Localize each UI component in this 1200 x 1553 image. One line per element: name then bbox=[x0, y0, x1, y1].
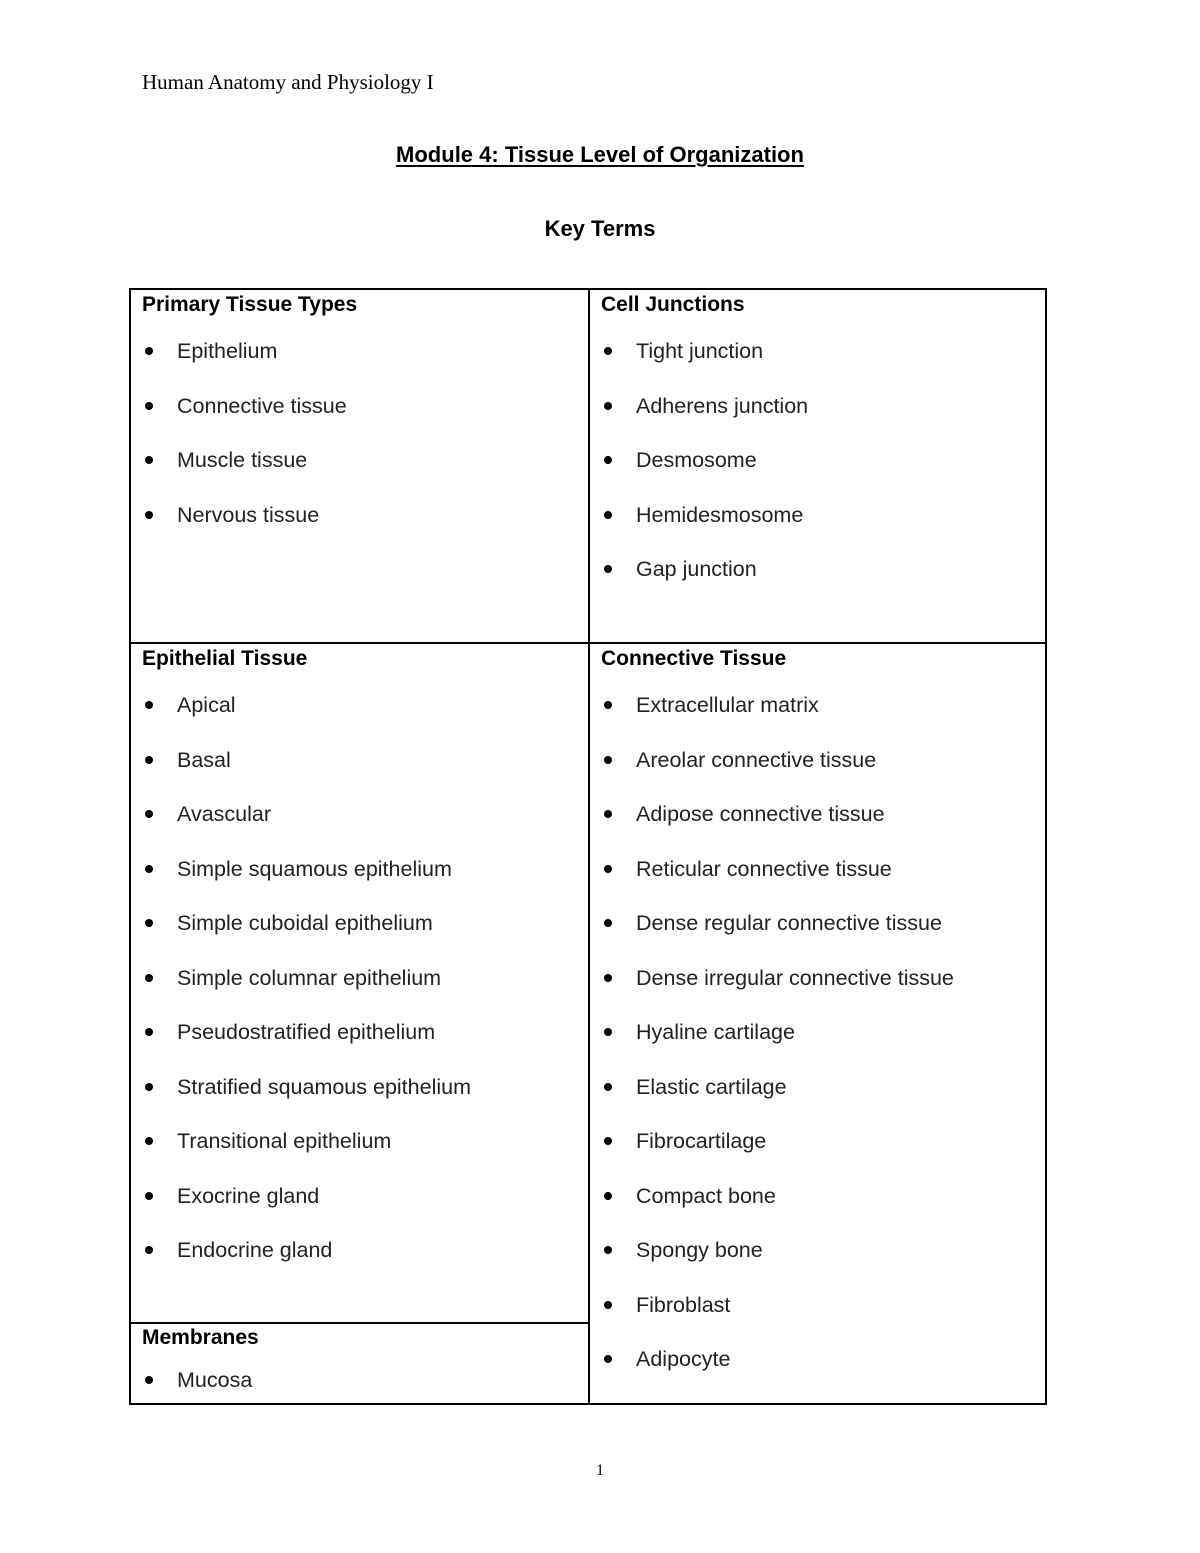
list-item bbox=[142, 1360, 588, 1403]
key-terms-table bbox=[129, 288, 1047, 1405]
cell-primary-tissue-types bbox=[131, 290, 588, 642]
bullet-icon bbox=[145, 1376, 153, 1384]
term-label: Adherens junction bbox=[636, 393, 809, 418]
bullet-icon bbox=[145, 974, 153, 982]
bullet-icon bbox=[145, 1137, 153, 1145]
term-label: Epithelium bbox=[177, 339, 278, 363]
list-item bbox=[601, 495, 1045, 550]
term-label: Fibrocartilage bbox=[636, 1129, 767, 1153]
bullet-icon bbox=[604, 1028, 612, 1036]
term-label: Hemidesmosome bbox=[636, 502, 804, 527]
term-label: Muscle tissue bbox=[177, 448, 308, 472]
list-item bbox=[601, 740, 1045, 795]
list-item bbox=[142, 740, 588, 795]
bullet-icon bbox=[604, 919, 612, 927]
bullet-icon bbox=[145, 347, 153, 355]
term-label: Pseudostratified epithelium bbox=[177, 1020, 436, 1044]
term-label: Elastic cartilage bbox=[636, 1074, 787, 1099]
term-label: Adipose connective tissue bbox=[636, 802, 885, 826]
bullet-icon bbox=[604, 810, 612, 818]
bullet-icon bbox=[604, 1137, 612, 1145]
term-label: Simple columnar epithelium bbox=[177, 965, 442, 990]
list-item bbox=[601, 794, 1045, 849]
section-heading: Epithelial Tissue bbox=[142, 647, 308, 670]
term-label: Endocrine gland bbox=[177, 1238, 333, 1262]
bullet-icon bbox=[145, 919, 153, 927]
bullet-icon bbox=[145, 701, 153, 709]
section-heading: Cell Junctions bbox=[601, 293, 745, 316]
bullet-icon bbox=[604, 565, 612, 573]
list-item bbox=[601, 549, 1045, 604]
document-subtitle: Key Terms bbox=[544, 216, 656, 241]
page-number: 1 bbox=[596, 1462, 604, 1479]
term-label: Transitional epithelium bbox=[177, 1129, 392, 1153]
bullet-icon bbox=[604, 456, 612, 464]
term-label: Tight junction bbox=[636, 339, 764, 363]
list-item bbox=[601, 1067, 1045, 1122]
bullet-icon bbox=[145, 756, 153, 764]
bullet-icon bbox=[145, 1028, 153, 1036]
list-item bbox=[142, 685, 588, 740]
list-item bbox=[142, 386, 588, 441]
bullet-icon bbox=[145, 1246, 153, 1254]
term-label: Adipocyte bbox=[636, 1347, 731, 1371]
document-title: Module 4: Tissue Level of Organization bbox=[396, 142, 804, 167]
list-item bbox=[601, 1339, 1045, 1394]
list-item bbox=[142, 440, 588, 495]
list-item bbox=[142, 331, 588, 386]
running-head: Human Anatomy and Physiology I bbox=[142, 70, 434, 94]
bullet-icon bbox=[604, 865, 612, 873]
term-label: Compact bone bbox=[636, 1183, 776, 1208]
bullet-icon bbox=[145, 456, 153, 464]
bullet-icon bbox=[604, 1192, 612, 1200]
bullet-icon bbox=[145, 511, 153, 519]
list-item bbox=[601, 440, 1045, 495]
list-item bbox=[142, 1176, 588, 1231]
list-item bbox=[142, 958, 588, 1013]
bullet-icon bbox=[604, 402, 612, 410]
term-label: Mucosa bbox=[177, 1368, 253, 1392]
bullet-icon bbox=[604, 511, 612, 519]
list-item bbox=[142, 794, 588, 849]
bullet-icon bbox=[604, 1246, 612, 1254]
bullet-icon bbox=[604, 1083, 612, 1091]
term-label: Simple cuboidal epithelium bbox=[177, 911, 433, 935]
term-label: Nervous tissue bbox=[177, 502, 320, 527]
list-item bbox=[142, 495, 588, 550]
bullet-icon bbox=[145, 1192, 153, 1200]
term-label: Fibroblast bbox=[636, 1292, 731, 1317]
term-list bbox=[142, 685, 588, 1285]
list-item bbox=[601, 1121, 1045, 1176]
list-item bbox=[142, 1067, 588, 1122]
bullet-icon bbox=[604, 1355, 612, 1363]
term-label: Spongy bone bbox=[636, 1238, 763, 1262]
list-item bbox=[601, 903, 1045, 958]
term-list bbox=[601, 331, 1045, 604]
list-item bbox=[601, 685, 1045, 740]
section-heading: Connective Tissue bbox=[601, 647, 787, 670]
term-label: Extracellular matrix bbox=[636, 693, 819, 717]
cell-epithelial-tissue bbox=[131, 644, 588, 1322]
list-item bbox=[601, 331, 1045, 386]
bullet-icon bbox=[145, 402, 153, 410]
term-list bbox=[601, 685, 1045, 1394]
cell-membranes bbox=[131, 1324, 588, 1403]
section-heading: Membranes bbox=[142, 1326, 259, 1349]
bullet-icon bbox=[145, 865, 153, 873]
bullet-icon bbox=[145, 1083, 153, 1091]
bullet-icon bbox=[604, 701, 612, 709]
term-label: Apical bbox=[177, 693, 236, 717]
term-list bbox=[142, 331, 588, 549]
list-item bbox=[601, 1176, 1045, 1231]
term-label: Reticular connective tissue bbox=[636, 856, 892, 881]
term-label: Desmosome bbox=[636, 448, 757, 472]
term-label: Exocrine gland bbox=[177, 1183, 320, 1208]
term-list bbox=[142, 1360, 588, 1403]
bullet-icon bbox=[604, 974, 612, 982]
list-item bbox=[601, 958, 1045, 1013]
term-label: Hyaline cartilage bbox=[636, 1020, 795, 1044]
list-item bbox=[601, 1230, 1045, 1285]
term-label: Dense regular connective tissue bbox=[636, 911, 942, 935]
list-item bbox=[142, 1230, 588, 1285]
cell-cell-junctions bbox=[590, 290, 1045, 642]
bullet-icon bbox=[145, 810, 153, 818]
list-item bbox=[142, 1121, 588, 1176]
list-item bbox=[142, 1012, 588, 1067]
section-heading: Primary Tissue Types bbox=[142, 293, 358, 316]
term-label: Connective tissue bbox=[177, 393, 347, 418]
term-label: Gap junction bbox=[636, 557, 757, 581]
term-label: Areolar connective tissue bbox=[636, 747, 877, 772]
bullet-icon bbox=[604, 347, 612, 355]
term-label: Stratified squamous epithelium bbox=[177, 1074, 471, 1099]
term-label: Simple squamous epithelium bbox=[177, 856, 452, 881]
bullet-icon bbox=[604, 756, 612, 764]
term-label: Dense irregular connective tissue bbox=[636, 965, 954, 990]
bullet-icon bbox=[604, 1301, 612, 1309]
term-label: Basal bbox=[177, 747, 231, 772]
cell-connective-tissue bbox=[590, 644, 1045, 1403]
list-item bbox=[601, 1285, 1045, 1340]
list-item bbox=[601, 1012, 1045, 1067]
term-label: Avascular bbox=[177, 802, 272, 826]
list-item bbox=[142, 903, 588, 958]
list-item bbox=[142, 849, 588, 904]
list-item bbox=[601, 386, 1045, 441]
list-item bbox=[601, 849, 1045, 904]
